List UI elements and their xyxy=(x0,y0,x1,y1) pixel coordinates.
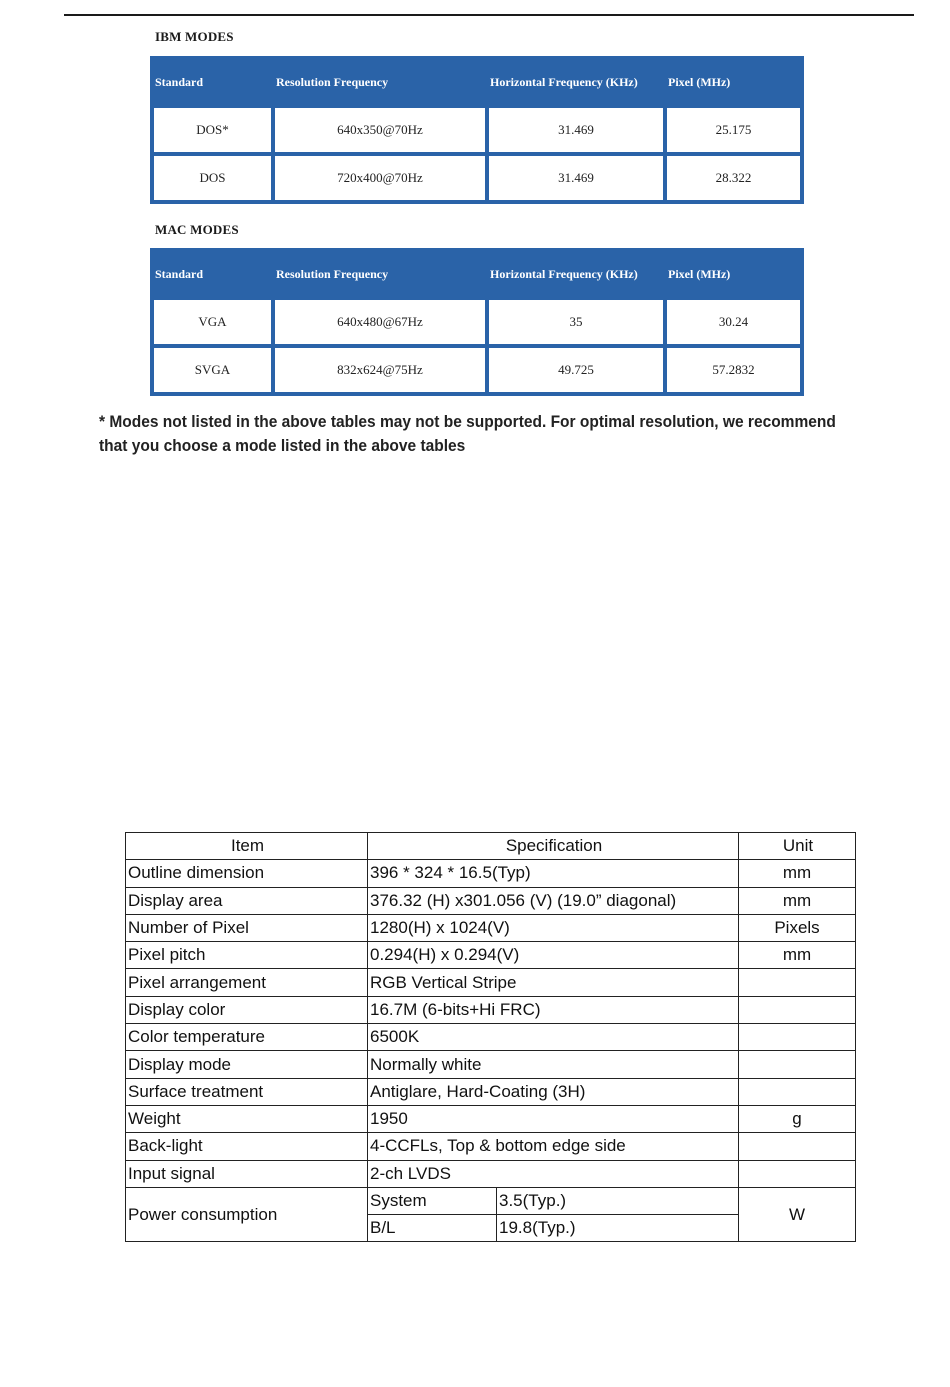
spec-value: 376.32 (H) x301.056 (V) (19.0” diagonal) xyxy=(368,887,739,914)
top-rule xyxy=(64,14,914,16)
table-row xyxy=(126,914,856,941)
spec-value: 1280(H) x 1024(V) xyxy=(368,914,739,941)
spec-item: Display area xyxy=(126,887,368,914)
table-row xyxy=(126,887,856,914)
spec-unit xyxy=(739,1133,856,1160)
table-header-row xyxy=(154,60,800,104)
spec-header-row xyxy=(126,833,856,860)
header-resolution-frequency: Resolution Frequency xyxy=(275,60,485,104)
header-unit: Unit xyxy=(739,833,856,860)
power-system-value: 3.5(Typ.) xyxy=(497,1187,739,1214)
cell-resolution: 640x350@70Hz xyxy=(275,108,485,152)
table-row xyxy=(126,996,856,1023)
spec-value: 0.294(H) x 0.294(V) xyxy=(368,942,739,969)
power-bl-value: 19.8(Typ.) xyxy=(497,1215,739,1242)
header-horizontal-frequency: Horizontal Frequency (KHz) xyxy=(489,60,663,104)
spec-item: Pixel pitch xyxy=(126,942,368,969)
panel-spec-table xyxy=(125,832,856,1242)
header-standard: Standard xyxy=(154,60,271,104)
spec-item: Weight xyxy=(126,1105,368,1132)
spec-value: 16.7M (6-bits+Hi FRC) xyxy=(368,996,739,1023)
spec-value: 396 * 324 * 16.5(Typ) xyxy=(368,860,739,887)
spec-item: Number of Pixel xyxy=(126,914,368,941)
header-pixel-clock: Pixel (MHz) xyxy=(667,60,800,104)
spec-unit: g xyxy=(739,1105,856,1132)
cell-pixel-clock: 30.24 xyxy=(667,300,800,344)
header-horizontal-frequency: Horizontal Frequency (KHz) xyxy=(489,252,663,296)
spec-value: 6500K xyxy=(368,1024,739,1051)
cell-h-frequency: 31.469 xyxy=(489,156,663,200)
spec-unit xyxy=(739,1160,856,1187)
table-row xyxy=(126,942,856,969)
spec-item: Color temperature xyxy=(126,1024,368,1051)
cell-h-frequency: 31.469 xyxy=(489,108,663,152)
power-row-system xyxy=(126,1187,856,1214)
spec-item: Display mode xyxy=(126,1051,368,1078)
spec-unit xyxy=(739,1078,856,1105)
spec-item: Input signal xyxy=(126,1160,368,1187)
table-row xyxy=(126,1024,856,1051)
spec-item: Display color xyxy=(126,996,368,1023)
table-row xyxy=(126,1051,856,1078)
cell-standard: VGA xyxy=(154,300,271,344)
table-row xyxy=(126,860,856,887)
power-consumption-item: Power consumption xyxy=(126,1187,368,1242)
header-item: Item xyxy=(126,833,368,860)
spec-item: Pixel arrangement xyxy=(126,969,368,996)
header-resolution-frequency: Resolution Frequency xyxy=(275,252,485,296)
spec-value: Normally white xyxy=(368,1051,739,1078)
header-pixel-clock: Pixel (MHz) xyxy=(667,252,800,296)
table-row xyxy=(154,156,800,200)
power-system-label: System xyxy=(368,1187,497,1214)
cell-pixel-clock: 57.2832 xyxy=(667,348,800,392)
header-specification: Specification xyxy=(368,833,739,860)
cell-standard: DOS* xyxy=(154,108,271,152)
spec-unit xyxy=(739,1051,856,1078)
mac-modes-table xyxy=(150,248,804,396)
cell-standard: SVGA xyxy=(154,348,271,392)
spec-value: 1950 xyxy=(368,1105,739,1132)
table-row xyxy=(126,1133,856,1160)
cell-h-frequency: 35 xyxy=(489,300,663,344)
spec-value: 4-CCFLs, Top & bottom edge side xyxy=(368,1133,739,1160)
spec-unit: mm xyxy=(739,942,856,969)
table-row xyxy=(154,108,800,152)
ibm-modes-table xyxy=(150,56,804,204)
table-header-row xyxy=(154,252,800,296)
table-row xyxy=(154,300,800,344)
power-bl-label: B/L xyxy=(368,1215,497,1242)
cell-pixel-clock: 28.322 xyxy=(667,156,800,200)
cell-standard: DOS xyxy=(154,156,271,200)
unsupported-modes-footnote: * Modes not listed in the above tables may not be supported. For optimal resolution, we recommend that you choose a mode listed in the above tables xyxy=(99,413,836,455)
spec-unit: mm xyxy=(739,887,856,914)
table-row xyxy=(126,969,856,996)
spec-item: Outline dimension xyxy=(126,860,368,887)
cell-resolution: 720x400@70Hz xyxy=(275,156,485,200)
spec-value: RGB Vertical Stripe xyxy=(368,969,739,996)
spec-unit xyxy=(739,969,856,996)
power-unit: W xyxy=(739,1187,856,1242)
table-row xyxy=(126,1078,856,1105)
header-standard: Standard xyxy=(154,252,271,296)
spec-item: Surface treatment xyxy=(126,1078,368,1105)
spec-unit xyxy=(739,996,856,1023)
spec-unit xyxy=(739,1024,856,1051)
spec-unit: Pixels xyxy=(739,914,856,941)
spec-item: Back-light xyxy=(126,1133,368,1160)
cell-h-frequency: 49.725 xyxy=(489,348,663,392)
ibm-modes-title: IBM MODES xyxy=(155,29,234,44)
cell-resolution: 832x624@75Hz xyxy=(275,348,485,392)
spec-value: Antiglare, Hard-Coating (3H) xyxy=(368,1078,739,1105)
cell-pixel-clock: 25.175 xyxy=(667,108,800,152)
mac-modes-title: MAC MODES xyxy=(155,222,239,237)
spec-value: 2-ch LVDS xyxy=(368,1160,739,1187)
spec-unit: mm xyxy=(739,860,856,887)
table-row xyxy=(154,348,800,392)
table-row xyxy=(126,1105,856,1132)
table-row xyxy=(126,1160,856,1187)
cell-resolution: 640x480@67Hz xyxy=(275,300,485,344)
